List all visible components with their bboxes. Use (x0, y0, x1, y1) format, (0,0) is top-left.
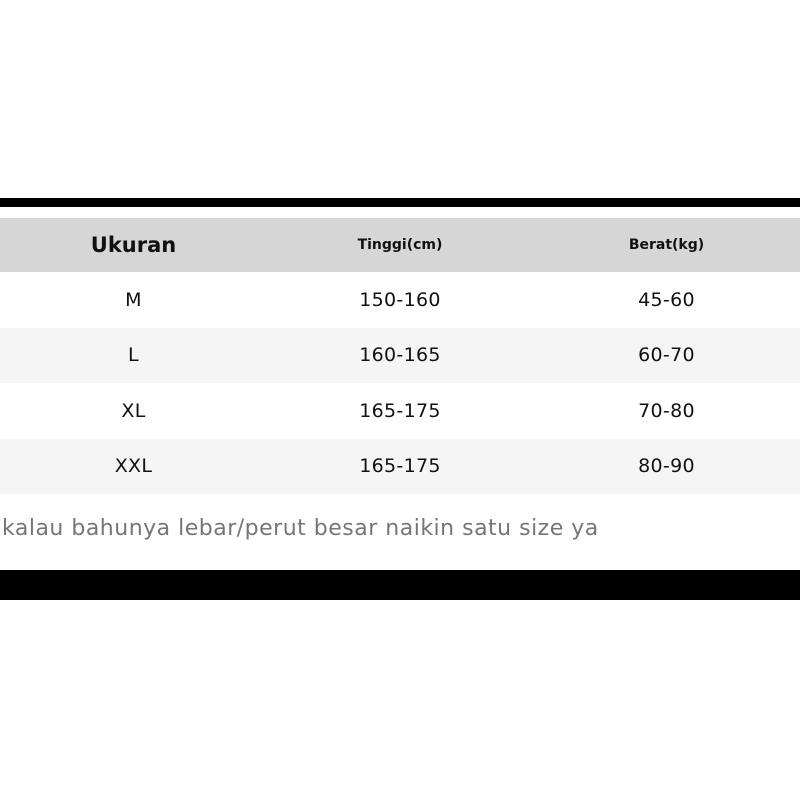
cell-size: XXL (114, 455, 153, 478)
cell-height: 160-165 (359, 344, 441, 367)
cell-weight: 70-80 (638, 399, 695, 422)
cell-size: XL (121, 399, 146, 422)
table-row (0, 328, 800, 384)
bottom-divider-bar (0, 570, 800, 600)
size-note: kalau bahunya lebar/perut besar naikin satu size ya (2, 516, 599, 541)
cell-size: M (125, 288, 142, 311)
cell-weight: 45-60 (638, 288, 695, 311)
cell-height: 165-175 (359, 455, 441, 478)
cell-weight: 60-70 (638, 344, 695, 367)
cell-size: L (128, 344, 139, 367)
table-row (0, 439, 800, 495)
cell-weight: 80-90 (638, 455, 695, 478)
header-weight: Berat(kg) (628, 237, 705, 253)
table-header-row (0, 218, 800, 272)
header-height: Tinggi(cm) (357, 237, 443, 253)
table-row (0, 272, 800, 328)
cell-height: 150-160 (359, 288, 441, 311)
size-table (0, 218, 800, 494)
header-size: Ukuran (90, 233, 177, 257)
top-divider-bar (0, 198, 800, 207)
cell-height: 165-175 (359, 399, 441, 422)
table-row (0, 383, 800, 439)
